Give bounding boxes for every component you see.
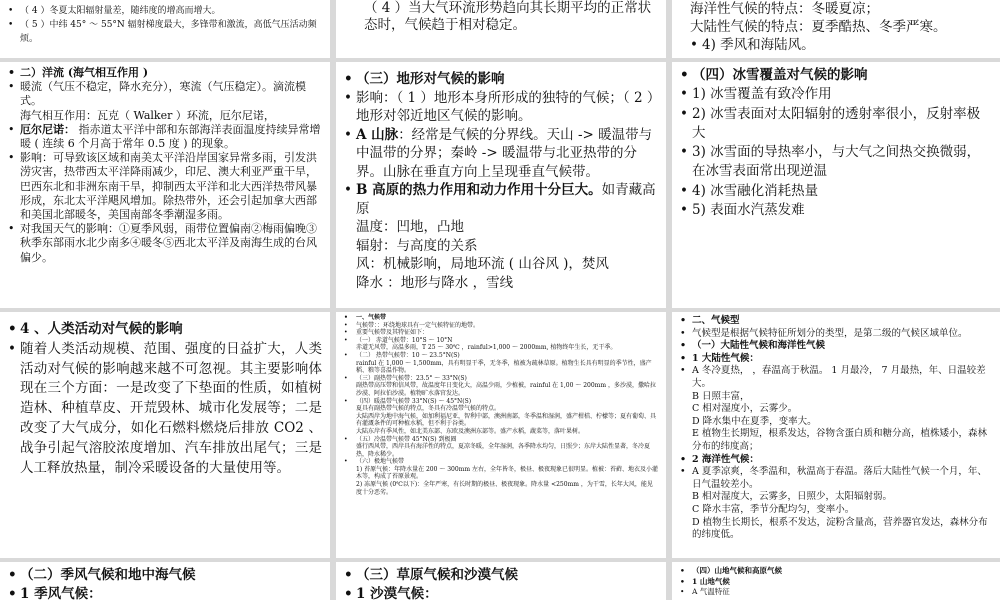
panel-land-sea [672, 0, 1000, 58]
list-item: • （一） 赤道气候带：10°S ～ 10°N [344, 337, 658, 345]
list-item: • （三）副热带气候带：23.5° ～ 33°N(S) [344, 375, 658, 383]
line: B 日照丰富， [692, 390, 750, 402]
list-item: • （四）暖温带气候带 33°N(S) ～ 45°N(S) [344, 398, 658, 406]
list-item [344, 126, 658, 182]
section-heading: • （三）地形对气候的影响 [344, 70, 658, 89]
list-item [8, 123, 322, 151]
list-item: • 影响：（ 1 ）地形本身所形成的独特的气候；（ 2 ）地形对邻近地区气候的影响。 [344, 89, 658, 126]
list-item: • 2) 冰雪表面对太阳辐射的透射率很小，反射率极大 [680, 105, 992, 144]
paragraph: 大陆性气候的特点：夏季酷热、冬季严寒。 [690, 19, 947, 35]
line: • A 冬冷夏热， ，春温高于秋温。 1 月最冷， 7 月最热，年、日温较差大。 [692, 365, 986, 389]
list-item: • （ 5 ）中纬 45° ～ 55°N 辐射梯度最大，多锋带和激流，高低气压活动频烦。 [8, 18, 322, 46]
sub-heading: • 1 季风气候： [8, 585, 322, 600]
section-heading: • （三）草原气候和沙漠气候 [344, 566, 658, 585]
list-item: • 气候型是根据气候特征所划分的类型，是第二级的气候区域单位。 [680, 328, 992, 341]
list-item: • （六）极地气候带 [344, 458, 658, 466]
list-item: • 影响：可导致该区域和南美太平洋沿岸国家异常多雨，引发洪涝灾害，热带西太平洋降雨减少，印尼、澳大利亚严重干旱，巴西东北和非洲东南干旱，抑制西太平洋和北大西洋热带风暴形成，东北太平洋飓风增加。除热带外，还会引起加拿大西部和美国北部暖冬，美国南部冬季潮湿多雨。 [8, 151, 322, 222]
line: C 降水丰富，季节分配均匀，变率小。 [692, 503, 855, 515]
list-item: • 4) 冰雪融化消耗热量 [680, 182, 992, 201]
section-heading: • 二、气候型 [680, 315, 992, 328]
list-item: 海气相互作用：瓦克（ Walker ）环流，厄尔尼诺， [20, 108, 275, 122]
line: D 植物生长期长，根系不发达，淀粉含量高，营养器官发达，森林分布的纬度低。 [692, 516, 988, 541]
list-item: rainful 在 1,000 ～ 1,500mm，具有明显干季，无冬季，植被为疏林草原。植物生长具有明显的季节性，盛产稻、粮等喜温作物。 [356, 359, 652, 375]
list-item: 大陆西岸为地中海气候，如加利福尼亚，智利中部，澳洲南部，冬季温和湿润，盛产柑桔、柠檬等；夏有葡萄、具有灌溉条件的可种植水稻，但不利于谷类。 [356, 412, 657, 428]
list-item [680, 365, 992, 453]
panel-climate-types [672, 312, 1000, 558]
panel-terrain [336, 62, 666, 308]
list-item: • 暖流（气压不稳定，降水充分），寒流（气压稳定）。滴流模式。 [8, 80, 322, 108]
sub-heading: • 1 山地气候 [680, 577, 992, 588]
term-text: ：经常是气候的分界线。天山 -> 暖温带与中温带的分界；秦岭 -> 暖温带与北亚热带的分界。山脉在垂直方向上呈现垂直气候带。 [356, 126, 653, 180]
panel-circulation [336, 0, 666, 58]
sub-heading: • 2 海洋性气候： [680, 454, 992, 467]
list-item: 辐射：与高度的关系 [356, 237, 478, 254]
list-item: 盛行西风带，西岸具有海洋性的特点，夏凉冬暖，全年湿润，各季降水均匀，日照少；东岸大陆性显著，冬冷夏热，降水稀少。 [356, 443, 651, 458]
line: B 相对湿度大，云雾多，日照少，太阳辐射弱。 [692, 491, 893, 503]
list-item: • （二） 热带气候带：10 ～ 23.5°N(S) [344, 352, 658, 360]
list-item [344, 181, 658, 218]
paragraph: 海洋性气候的特点：冬暖夏凉； [690, 1, 879, 17]
sub-heading: • 1 大陆性气候： [680, 353, 992, 366]
list-item: • 4) 季风和海陆风。 [690, 36, 992, 54]
section-heading: • （四）山地气候和高原气候 [680, 566, 992, 577]
list-item: 夏具有副热带气候的特点，冬具有冷温带气候的特点。 [356, 405, 501, 413]
section-heading: • 4 、人类活动对气候的影响 [8, 320, 322, 340]
list-item: • A 气温特征 [680, 587, 992, 598]
panel-grassland-desert [336, 562, 666, 600]
term-text: 指赤道太平洋中部和东部海洋表面温度持续异常增暖 ( 连续 6 个月高于常年 0.5 度 ) 的现象。 [20, 122, 321, 151]
panel-ice-snow [672, 62, 1000, 308]
line: • A 夏季凉爽，冬季温和，秋温高于春温。落后大陆性气候一个月，年、日气温较差小。 [692, 466, 987, 490]
line: D 降水集中在夏季，变率大。 [692, 415, 817, 427]
list-item: 1) 苔原气候：年降水量在 200 ～ 300mm 左右，全年皆冬，极昼、极夜现象已很明显。植被：苔藓、地衣及小灌木等，构成了苔原景观。 [356, 465, 658, 481]
list-item: • 对我国天气的影响：①夏季风弱，雨带位置偏南②梅雨偏晚③秋季东部雨水北少南多④暖冬⑤西北太平洋及南海生成的台风偏少。 [8, 222, 322, 265]
line: E 植物生长期短，根系发达，谷物含蛋白质和糖分高，植株矮小，森林分布的纬度高； [692, 428, 987, 452]
panel-mountain-plateau [672, 562, 1000, 600]
list-item: 大陆东岸有季风性，如北美东部、东欧及澳洲东部等。盛产水稻，蔬菜等，落叶果树。 [356, 427, 585, 435]
list-item: • （五）冷温带气候带 45°N(S) 到极圈 [344, 436, 658, 444]
sub-heading: • 1 沙漠气候： [344, 585, 658, 600]
list-item: 降水 ：地形与降水 ，雪线 [356, 274, 514, 291]
term-label: A 山脉 [356, 126, 399, 143]
list-item: • 5) 表面水汽蒸发难 [680, 201, 992, 220]
sub-heading: • （一）大陆性气候和海洋性气候 [680, 340, 992, 353]
list-item: • 1) 冰雪覆盖有致冷作用 [680, 85, 992, 104]
list-item: 赤道无风带，高温多雨，T 25 ～ 30℃ ，rainful>1,000 ～ 2000mm, 植物终年生长，无干季。 [356, 344, 617, 352]
list-item: • 随着人类活动规模、范围、强度的日益扩大，人类活动对气候的影响越来越不可忽视。其主要影响体现在三个方面：一是改变了下垫面的性质，如植树造林、种植草皮、开荒毁林、城市化发展等；二是改变了大气成分，如化石燃料燃烧后排放 CO2 、战争引起气溶胶浓度增加、汽车排放出尾气；三是人工释放热量，制冷采暖设备的大量使用等。 [8, 340, 322, 479]
panel-monsoon [0, 562, 330, 600]
list-item: • （ 4 ）冬夏太阳辐射量差，随纬度的增高而增大。 [8, 4, 322, 18]
paragraph: （ 4 ）当大气环流形势趋向其长期平均的正常状态时，气候趋于相对稳定。 [364, 0, 652, 33]
list-item: • 重要气候带及其特征如下： [344, 329, 658, 337]
section-heading: • （四）冰雪覆盖对气候的影响 [680, 66, 992, 85]
line: C 相对湿度小，云雾少。 [692, 403, 798, 415]
panel-human-activity [0, 312, 330, 558]
list-item: 2) 冻原气候 (0℃以下)：全年严寒，有长时期的极昼、极夜现象。降水量 <250mm ，为干雪，长年大风，能见度十分恶劣。 [356, 481, 653, 496]
term-label: 厄尔尼诺： [20, 122, 75, 136]
section-heading: • 二）洋流 (海气相互作用 ) [8, 66, 322, 80]
list-item: 副热带高压带和信风带，故温度年日变化大，高温少雨，少植被，rainful 在 1,00 ～ 200mm ，多沙漠，撒哈拉沙漠、阿拉伯沙漠。植物旷水落官发达。 [356, 382, 656, 397]
list-item [680, 466, 992, 542]
list-item: • 3) 冰雪面的导热率小，与大气之间热交换微弱，在冰雪表面常出现逆温 [680, 143, 992, 182]
panel-ocean-currents [0, 62, 330, 308]
panel-radiation [0, 0, 330, 58]
section-heading: • 一、气候带 [344, 314, 658, 322]
panel-climate-zones [336, 312, 666, 558]
term-text: 如青藏高原 [356, 182, 656, 217]
term-label: B 高原的热力作用和动力作用十分巨大。 [356, 182, 602, 198]
list-item: 风：机械影响，局地环流 ( 山谷风 )，焚风 [356, 256, 609, 272]
section-heading: • （二）季风气候和地中海气候 [8, 566, 322, 585]
list-item: 温度：凹地，凸地 [356, 219, 464, 235]
list-item: • 气候带：：环绕地球具有一定气候特征的地带。 [344, 322, 658, 330]
